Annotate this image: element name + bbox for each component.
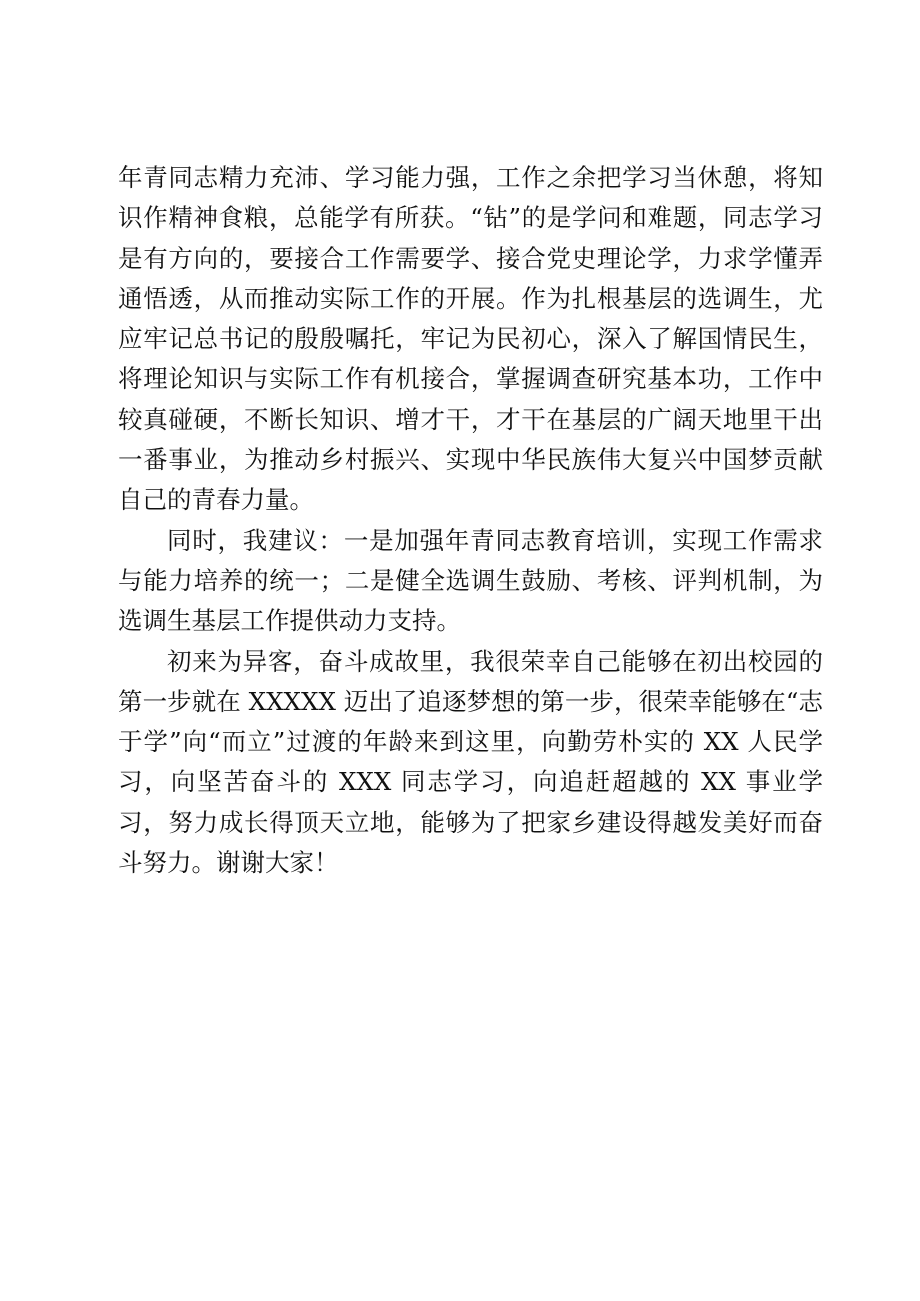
paragraph-suggestions: 同时，我建议：一是加强年青同志教育培训，实现工作需求与能力培养的统一；二是健全选调生鼓励、考核、评判机制，为选调生基层工作提供动力支持。 bbox=[118, 525, 823, 636]
paragraph-closing: 初来为异客，奋斗成故里，我很荣幸自己能够在初出校园的第一步就在 XXXXX 迈出了追逐梦想的第一步，很荣幸能够在“志于学”向“而立”过渡的年龄来到这里，向勤劳朴实的 XX 人民学习，向坚苦奋斗的 XXX 同志学习，向追赶超越的 XX 事业学习，努力成长得顶天立地，能够为了把家乡建设得越发美好而奋斗努力。谢谢大家！ bbox=[118, 646, 823, 878]
paragraph-continuation: 年青同志精力充沛、学习能力强，工作之余把学习当休憩，将知识作精神食粮，总能学有所获。“钻”的是学问和难题，同志学习是有方向的，要接合工作需要学、接合党史理论学，力求学懂弄通悟透，从而推动实际工作的开展。作为扎根基层的选调生，尤应牢记总书记的殷殷嘱托，牢记为民初心，深入了解国情民生，将理论知识与实际工作有机接合，掌握调查研究基本功，工作中较真碰硬，不断长知识、增才干，才干在基层的广阔天地里干出一番事业，为推动乡村振兴、实现中华民族伟大复兴中国梦贡献自己的青春力量。 bbox=[118, 163, 823, 515]
document-body bbox=[118, 158, 823, 883]
